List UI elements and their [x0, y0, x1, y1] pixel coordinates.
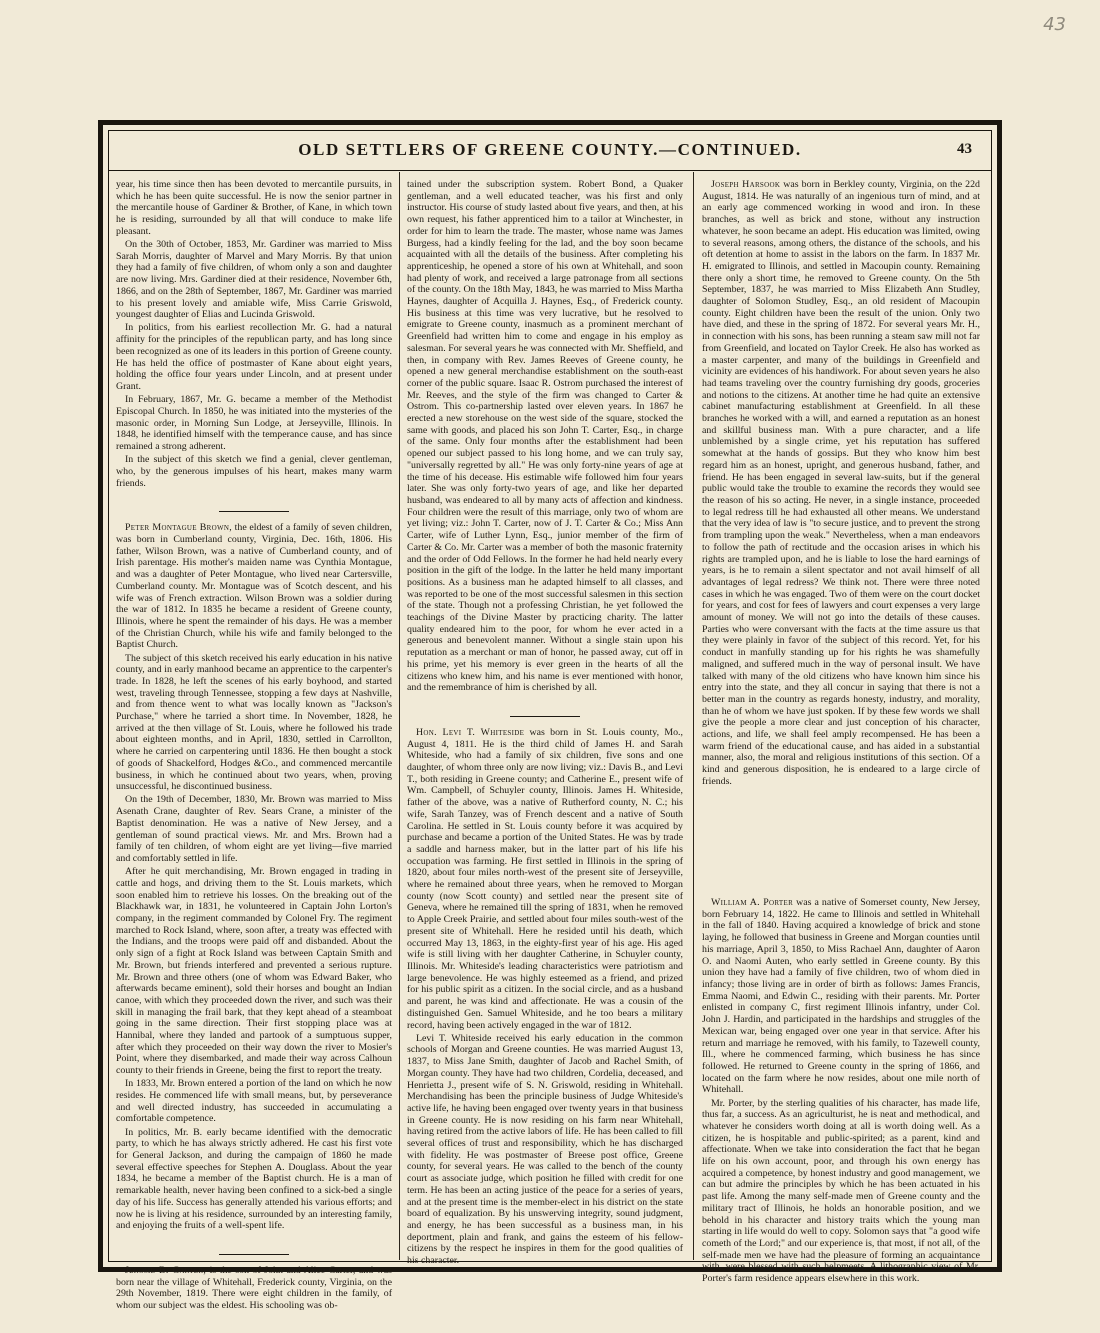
paragraph: In 1833, Mr. Brown entered a portion of the land on which he now resides. He commenced life with small means, but, by perseverance and well directed industry, has succeeded in accumulating a comfortable competence. — [116, 1078, 392, 1125]
paragraph-text: was a native of Somerset county, New Jersey, born February 14, 1822. He came to Illinois and settled in Whitehall in the fall of 1840. Having acquired a knowledge of brick and stone laying, he followed that business in Greene and Morgan counties until his marriage, April 3, 1850, to Miss Rachael Ann, daughter of Aaron O. and Naomi Auten, who early settled in Greene county. By this union they have had a family of five children, two of whom died in infancy; those living are in order of birth as follows: James Francis, Emma Naomi, and Edwin C., residing with their parents. Mr. Porter enlisted in company C, first regiment Illinois infantry, under Col. John J. Hardin, and participated in the hardships and struggles of the Mexican war, being engaged over one year in that service. After his return and marriage he removed, with his family, to Tazewell county, Ill., where he commenced farming, which business he has since followed. He returned to Greene county in the spring of 1866, and located on the farm where he now resides, about one mile north of Whitehall. — [702, 897, 980, 1096]
page-header — [108, 138, 992, 164]
biography-opening — [702, 897, 980, 1096]
paragraph: In politics, Mr. B. early became identified with the democratic party, to which he has always strictly adhered. He cast his first vote for General Jackson, and during the campaign of 1860 he made several effective speeches for Stephen A. Douglass. About the year 1834, he became a member of the Baptist church. He is a man of remarkable health, never having been confined to a sick-bed a single day of his life. Success has generally attended his various efforts; and now he is living at his residence, surrounded by an interesting family, and enjoying the fruits of a well-spent life. — [116, 1126, 392, 1232]
section-separator — [510, 716, 580, 717]
biography-opening — [116, 522, 392, 651]
paragraph: Levi T. Whiteside received his early education in the common schools of Morgan and Greene counties. He was married August 13, 1837, to Miss Jane Smith, daughter of Jacob and Rachel Smith, of Morgan county. They have had two children, Cordelia, deceased, and Henrietta J., present wife of S. N. Griswold, residing in Whitehall. Merchandising has been the principle business of Judge Whiteside's active life, he having been engaged over twenty years in that business in Greene county. He is now residing on his farm near Whitehall, having retired from the active labors of life. He has been called to fill several offices of trust and responsibility, which he has discharged with fidelity. He was postmaster of Breese post office, Greene county, for several years. He was called to the bench of the county court as associate judge, which position he filled with credit for one term. He has been an acting justice of the peace for a series of years, and at the present time is the member-elect in his district on the state board of equalization. By his unswerving integrity, sound judgment, and energy, he has been successful as a business man, in his deportment, plain and frank, and gains the esteem of his fellow-citizens by the respect he inspires in them for the good qualities of his character. — [407, 1032, 683, 1267]
paragraph: tained under the subscription system. Robert Bond, a Quaker gentleman, and a well educated teacher, was his first and only instructor. His course of study lasted about five years, and then, at his own request, his father apprenticed him to a tailor at Winchester, in order for him to learn the trade. The master, whose name was James Burgess, had a kindly feeling for the lad, and the boy soon became acquainted with all the details of the business. After completing his apprenticeship, he opened a store of his own at Whitehall, and soon had plenty of work, and received a large patronage from all sections of the county. On the 18th May, 1843, he was married to Miss Martha Haynes, daughter of Acquilla J. Haynes, Esq., of Frederick county. His business at this time was very lucrative, but he resolved to emigrate to Greene county, inasmuch as a prominent merchant of Greenfield had written him to come and engage in his employ as salesman. For several years he was connected with Mr. Sheffield, and then, in company with Rev. James Reeves of Greene county, he opened a new general merchandise establishment on the south-east corner of the public square. Isaac R. Ostrom purchased the interest of Mr. Reeves, and the style of the firm was changed to Carter & Ostrom. This co-partnership lasted over eleven years. In 1867 he erected a new storehouse on the west side of the square, stocked the same with goods, and placed his son John T. Carter, Esq., in charge of the same. Only four months after the establishment had been opened our subject passed to his long home, and we can truly say, "universally regretted by all." He was only forty-nine years of age at the time of his decease. His estimable wife followed him four years later. She was only forty-two years of age, and like her departed husband, was endeared to all by many acts of affection and kindness. Four children were the result of this marriage, only two of whom are yet living; viz.: John T. Carter, now of J. T. Carter & Co.; Miss Ann Carter, wife of Luther Lynn, Esq., junior member of the firm of Carter & Co. Mr. Carter was a member of both the masonic fraternity and the order of Odd Fellows. In the former he had held nearly every position in the gift of the lodge. In the latter he held many important positions. As a business man he adapted himself to all classes, and was reported to be one of the most successful salesmen in this section of the state. Though not a professing Christian, he yet followed the teachings of the Divine Master by practicing charity. The latter quality endeared him to the poor, for whom he ever acted in a generous and benevolent manner. Without a single stain upon his reputation as a merchant or man of honor, he passed away, cut off in his prime, yet his memory is ever green in the hearts of all the citizens who knew him, and his name is ever mentioned with honor, and the remembrance of him is cherished by all. — [407, 179, 683, 694]
column-divider — [399, 172, 400, 1260]
subject-name: Jerome B. Carter, — [125, 1264, 207, 1276]
paragraph: The subject of this sketch received his early education in his native county, and in early manhood became an apprentice to the carpenter's trade. In 1828, he left the scenes of his early boyhood, and started west, traveling through Tennessee, stopping a few days at Nashville, and from thence went to what was locally known as "Jackson's Purchase," where he tarried a short time. In November, 1828, he arrived at the then village of St. Louis, where he followed his trade about eighteen months, and in April, 1830, settled in Carrollton, where he carried on carpentering until 1836. He then bought a stock of goods of Shackelford, Hodges &Co., and commenced mercantile business, in which he continued about two years, when, proving unsuccessful, he discontinued business. — [116, 652, 392, 793]
blank-space — [702, 789, 980, 897]
paragraph-text: the eldest of a family of seven children, was born in Cumberland county, Virginia, Dec. 16th, 1806. His father, Wilson Brown, was a native of Cumberland county, and of Irish parentage. His mother's maiden name was Cynthia Montague, and was a daughter of Peter Montague, who lived near Cartersville, Cumberland county. Mr. Montague was of Scotch descent, and his wife was of French extraction. Wilson Brown was a soldier during the war of 1812. In 1835 he became a resident of Greene county, Illinois, where he spent the remainder of his days. He was a member of the Christian Church, while his wife and family belonged to the Baptist Church. — [116, 522, 392, 651]
paragraph: On the 30th of October, 1853, Mr. Gardiner was married to Miss Sarah Morris, daughter of Marvel and Mary Morris. By that union they had a family of five children, of whom only a son and daughter are now living. Mrs. Gardiner died at their residence, November 6th, 1866, and on the 28th of September, 1867, Mr. Gardiner was married to his present lovely and amiable wife, Miss Carrie Griswold, youngest daughter of Elias and Lucinda Griswold. — [116, 239, 392, 321]
column-divider — [693, 172, 694, 1260]
page-title: OLD SETTLERS OF GREENE COUNTY.—CONTINUED. — [298, 140, 802, 159]
subject-name: Joseph Harsook — [711, 179, 781, 190]
handwritten-page-number: 43 — [1043, 14, 1066, 35]
paragraph: In politics, from his earliest recollection Mr. G. had a natural affinity for the principles of the republican party, and has long since been recognized as one of its leaders in this portion of Greene county. He has held the office of postmaster of Kane about eight years, holding the office four years under Lincoln, and at present under Grant. — [116, 322, 392, 392]
subject-name: Hon. Levi T. Whiteside — [416, 726, 525, 738]
subject-name: William A. Porter — [711, 897, 794, 909]
paragraph: Mr. Porter, by the sterling qualities of his character, has made life, thus far, a success. As an agriculturist, he is neat and methodical, and whatever he considers worth doing at all is worth doing well. As a citizen, he is hospitable and public-spirited; as a parent, kind and affectionate. When we take into consideration the fact that he began life on his own account, poor, and through his own energy has acquired a competence, by honest industry and good management, we can but admire the principles by which he has been actuated in his past life. Among the many self-made men of Greene county and the military tract of Illinois, he holds an honorable position, and we behold in his character and history traits which the young man starting in life would do well to copy. Solomon says that "a good wife cometh of the Lord;" and our experience is, that most, if not all, of the self-made men we have had the pleasure of forming an acquaintance with, were blessed with such helpmeets. A lithographic view of Mr. Porter's farm residence appears elsewhere in this work. — [702, 1097, 980, 1285]
section-separator — [219, 511, 289, 512]
paragraph: In February, 1867, Mr. G. became a member of the Methodist Episcopal Church. In 1850, he was initiated into the mysteries of the masonic order, in Morning Sun Lodge, at Jerseyville, Illinois. In 1848, he identified himself with the temperance cause, and has since remained a strong adherent. — [116, 394, 392, 452]
biography-opening — [702, 179, 980, 788]
column-3 — [702, 179, 980, 1285]
paragraph: year, his time since then has been devoted to mercantile pursuits, in which he has been quite successful. He is now the senior partner in the mercantile house of Gardiner & Brother, of Kane, in which town he is residing, surrounded by all that will conduce to make life pleasant. — [116, 179, 392, 237]
section-separator — [219, 1254, 289, 1255]
paragraph-text: is the son of John and Alice Carter, and was born near the village of Whitehall, Frederick county, Virginia, on the 29th November, 1819. There were eight children in the family, of whom our subject was the eldest. His schooling was ob- — [116, 1264, 393, 1312]
paragraph: On the 19th of December, 1830, Mr. Brown was married to Miss Asenath Crane, daughter of Rev. Sears Crane, a minister of the Baptist denomination. He was a native of New Jersey, and a gentleman of sound practical views. Mr. and Mrs. Brown had a family of ten children, of whom eight are yet living—five married and comfortably settled in life. — [116, 794, 392, 864]
paragraph: After he quit merchandising, Mr. Brown engaged in trading in cattle and hogs, and driving them to the St. Louis markets, which soon enabled him to retrieve his losses. On the breaking out of the Blackhawk war, in 1831, he volunteered in Captain John Lorton's company, in the regiment commanded by Colonel Fry. The regiment marched to Rock Island, where, soon after, a treaty was effected with the Indians, and the troops were paid off and disbanded. About the only sign of a fight at Rock Island was between Captain Smith and Mr. Brown, but friends interfered and prevented a serious rupture. Mr. Brown and three others (one of whom was Edward Baker, who afterwards became eminent), sold their horses and bought an Indian canoe, with which they proceeded down the river, and such was their skill in managing the frail bark, that they kept ahead of a steamboat going in the same direction. Their first stopping place was at Hannibal, where they landed and partook of a sumptuous supper, after which they proceeded on their way down the river to Mosier's Point, where they disembarked, and made their way across Calhoun county to their friends in Greene, being the first to report the treaty. — [116, 866, 392, 1077]
header-rule — [108, 170, 992, 171]
column-1 — [116, 179, 393, 1312]
biography-opening — [407, 727, 683, 1031]
paragraph-text: was born in St. Louis county, Mo., August 4, 1811. He is the third child of James H. and Sarah Whiteside, who had a family of six children, five sons and one daughter, of whom three only are now living; viz.: Davis B., and Levi T., both residing in Greene county; and Catherine E., present wife of Wm. Campbell, of Schuyler county, Illinois. James H. Whiteside, father of the above, was a native of Rutherford county, N. C.; his wife, Sarah Tanzey, was of French descent and a native of South Carolina. He settled in St. Louis county before it was acquired by purchase and became a portion of the United States. He was by trade a saddle and harness maker, but in the latter part of his life his occupation was farming. He first settled in Illinois in the spring of 1820, about four miles north-west of the present site of Jerseyville, where he remained about three years, when he removed to Morgan county (now Scott county) and settled near the present site of Geneva, where he remained till the spring of 1831, when he removed to Apple Creek Prairie, and settled about four miles south-west of the present site of Whitehall. Here he resided until his death, which occurred May 13, 1863, in the eighty-first year of his age. His aged wife is still living with her daughter Catherine, in Schuyler county, Illinois. Mr. Whiteside's leading characteristics were patriotism and large benevolence. He was highly esteemed as a friend, and prized for his public spirit as a citizen. In the social circle, and as a husband and parent, he was kind and affectionate. He was a cousin of the distinguished Gen. Samuel Whiteside, and he too bears a military record, having been actively engaged in the war of 1812. — [407, 726, 683, 1031]
paragraph: In the subject of this sketch we find a genial, clever gentleman, who, by the generous impulses of his heart, makes many warm friends. — [116, 454, 392, 489]
page-number: 43 — [957, 141, 972, 157]
paragraph-text: was born in Berkley county, Virginia, on the 22d August, 1814. He was naturally of an ingenious turn of mind, and at an early age commenced working in wood and iron. In these branches, as well as brick and stone, without any instruction whatever, he soon became an adept. His education was limited, owing to several reasons, among others, the distance of the schools, and his oft detention at home to assist in the labors on the farm. In 1837 Mr. H. emigrated to Illinois, and settled in Macoupin county. Remaining there only a short time, he removed to Greene county. On the 5th September, 1837, he was married to Miss Elizabeth Ann Studley, daughter of Solomon Studley, Esq., an old resident of Macoupin county. Eight children have been the result of the union. Only two have died, and these in the spring of 1872. For several years Mr. H., in connection with his sons, has been running a steam saw mill not far from Greenfield, and located on Taylor Creek. He also has worked as a master carpenter, and many of the buildings in Greenfield and vicinity are evidences of his handiwork. For about seven years he also had teams traveling over the country furnishing dry goods, groceries and notions to the citizens. At another time he had quite an extensive cabinet manufacturing establishment at Greenfield. In all these branches he worked with a will, and earned a reputation as an honest and skillful business man. With a pure character, and a life unblemished by a single crime, yet his reputation has suffered somewhat at the hands of gossips. But they who know him best regard him as an honest, upright, and generous husband, father, and friend. He has been engaged in several law-suits, but if the general public would take the trouble to examine the records they would see the reason of his so acting. He never, in a single instance, proceeded to legal redress till he had exhausted all other means. We understand that the very idea of law is "to secure justice, and to prevent the strong from trampling upon the weak." Nevertheless, when a man endeavors to follow the path of rectitude and the occasion arises in which his rights are trampled upon, and he is liable to lose the hard earnings of years, is he to remain a silent spectator and not avail himself of all advantages of legal redress? We think not. There were three noted cases in which he was engaged. Two of them were on the court docket for years, and cost for fees of lawyers and court expenses a very large amount of money. We will not go into the details of these causes. Parties who were conversant with the facts at the time assure us that they were plainly in favor of the subject of this record. Yet, for his conduct in manfully standing up for his rights he was shamefully maligned, and suffered much in the way of personal insult. We have talked with many of the old citizens who have known him since his entry into the state, and they all concur in saying that there is not a better man in the country as regards honesty, industry, and morality, than he of whom we have just spoken. If by these few words we shall give the people a more clear and just conception of his character, actions, and life, we shall feel amply recompensed. He has been a warm friend of the educational cause, and has aided in a substantial manner, also, the moral and religious institutions of this section. Of a kind and generous disposition, he is endeared to a large circle of friends. — [702, 179, 980, 787]
biography-opening — [116, 1265, 392, 1312]
subject-name: Peter Montague Brown, — [125, 522, 233, 534]
column-2 — [407, 179, 683, 1267]
